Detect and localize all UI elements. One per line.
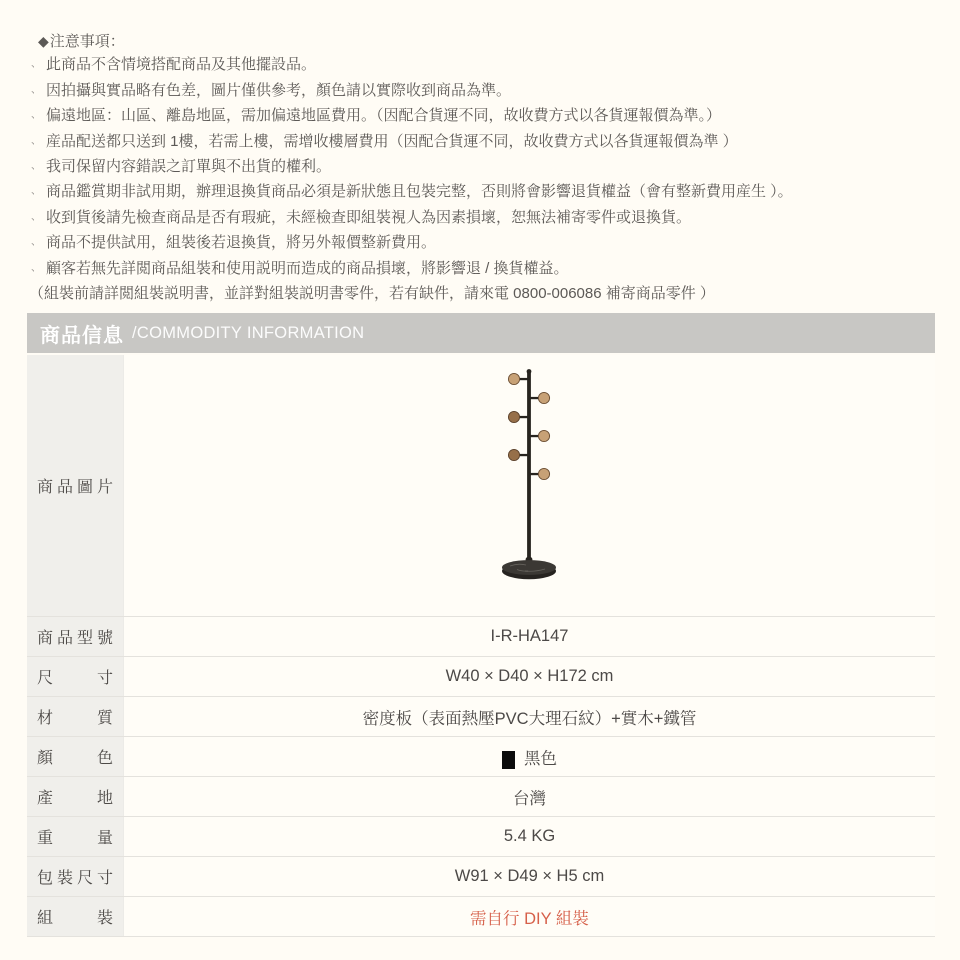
row-label-text: 尺寸 bbox=[37, 670, 113, 687]
notice-text: 收到貨後請先檢查商品是否有瑕疵，未經檢查即組裝視人為因素損壞，恕無法補寄零件或退換貨。 bbox=[46, 208, 692, 226]
row-label bbox=[27, 857, 124, 896]
color-value: 黑色 bbox=[524, 749, 557, 768]
package-size-value: W91 × D49 × H5 cm bbox=[454, 867, 605, 885]
row-label bbox=[27, 817, 124, 856]
table-row-assembly bbox=[27, 897, 935, 937]
weight-value: 5.4 KG bbox=[503, 827, 556, 845]
product-image-cell bbox=[124, 355, 935, 616]
notice-text: 我司保留内容錯誤之訂單與不出貨的權利。 bbox=[46, 158, 332, 176]
table-row-size bbox=[27, 657, 935, 697]
row-label-text: 重量 bbox=[37, 830, 113, 847]
section-title-en: /COMMODITY INFORMATION bbox=[132, 323, 365, 342]
bullet-icon: 、 bbox=[31, 237, 41, 249]
row-value bbox=[124, 737, 935, 776]
table-row-image bbox=[27, 355, 935, 617]
row-label-text: 包裝尺寸 bbox=[37, 870, 113, 887]
row-label bbox=[27, 777, 124, 816]
notice-item bbox=[27, 155, 939, 180]
bullet-icon: 、 bbox=[31, 135, 41, 147]
notice-text: 商品不提供試用，組裝後若退換貨，將另外報價整新費用。 bbox=[46, 234, 437, 252]
row-label bbox=[27, 355, 124, 616]
row-label bbox=[27, 657, 124, 696]
bullet-icon: 、 bbox=[31, 59, 41, 71]
table-row-origin bbox=[27, 777, 935, 817]
notice-item bbox=[27, 53, 939, 78]
table-row-material bbox=[27, 697, 935, 737]
notice-text: 顧客若無先詳閲商品組裝和使用説明而造成的商品損壞，將影響退 / 換貨權益。 bbox=[46, 259, 569, 277]
row-value bbox=[124, 857, 935, 896]
notice-item bbox=[27, 79, 939, 104]
notice-section bbox=[27, 30, 939, 305]
black-color-swatch bbox=[502, 751, 515, 769]
bullet-icon: 、 bbox=[31, 211, 41, 223]
row-label-text: 顏色 bbox=[37, 750, 113, 767]
material-value: 密度板（表面熱壓PVC大理石紋）+實木+鐵管 bbox=[362, 709, 697, 728]
bullet-icon: 、 bbox=[31, 84, 41, 96]
notice-item bbox=[27, 206, 939, 231]
row-label-text: 商品型號 bbox=[37, 630, 113, 647]
row-value bbox=[124, 697, 935, 736]
row-label bbox=[27, 697, 124, 736]
row-label-text: 產地 bbox=[37, 790, 113, 807]
notice-text: 因拍攝與實品略有色差，圖片僅供參考，顏色請以實際收到商品為準。 bbox=[46, 81, 512, 99]
assembly-value: 需自行 DIY 組裝 bbox=[470, 909, 589, 928]
notice-text: 偏遠地區：山區、離島地區，需加偏遠地區費用。（因配合貨運不同，故收費方式以各貨運報價為準。） bbox=[46, 107, 722, 125]
notice-text: 産品配送都只送到 1樓，若需上樓，需增收樓層費用（因配合貨運不同，故收費方式以各貨運報價為準 ） bbox=[46, 132, 738, 150]
commodity-table bbox=[27, 355, 935, 937]
size-value: W40 × D40 × H172 cm bbox=[445, 667, 614, 685]
notice-item bbox=[27, 130, 939, 155]
table-row-model bbox=[27, 617, 935, 657]
notice-title: 注意事項： bbox=[49, 33, 125, 50]
model-number: I-R-HA147 bbox=[490, 627, 569, 645]
origin-value: 台灣 bbox=[513, 789, 546, 808]
row-label bbox=[27, 737, 124, 776]
table-row-package-size bbox=[27, 857, 935, 897]
row-value bbox=[124, 817, 935, 856]
notice-title-row bbox=[27, 30, 939, 53]
table-row-weight bbox=[27, 817, 935, 857]
row-value bbox=[124, 657, 935, 696]
row-value bbox=[124, 617, 935, 656]
product-image-coat-rack bbox=[469, 363, 591, 587]
notice-item bbox=[27, 104, 939, 129]
table-row-color bbox=[27, 737, 935, 777]
row-value bbox=[124, 897, 935, 936]
row-label-text: 組裝 bbox=[37, 910, 113, 927]
bullet-icon: 、 bbox=[31, 110, 41, 122]
notice-item bbox=[27, 231, 939, 256]
notice-item bbox=[27, 257, 939, 282]
bullet-icon: 、 bbox=[31, 161, 41, 173]
notice-footnote: （組裝前請詳閲組裝説明書，並詳對組裝説明書零件，若有缺件，請來電 0800-006086 補寄商品零件 ） bbox=[29, 285, 715, 303]
section-header bbox=[27, 313, 935, 353]
bullet-icon: 、 bbox=[31, 262, 41, 274]
row-label-text: 材質 bbox=[37, 710, 113, 727]
row-label bbox=[27, 617, 124, 656]
diamond-icon: ◆ bbox=[38, 33, 49, 49]
notice-text: 此商品不含情境搭配商品及其他擺設品。 bbox=[46, 56, 317, 74]
notice-item bbox=[27, 180, 939, 205]
row-label bbox=[27, 897, 124, 936]
notice-list bbox=[27, 53, 939, 282]
row-value bbox=[124, 777, 935, 816]
row-label-text: 商品圖片 bbox=[37, 479, 113, 496]
bullet-icon: 、 bbox=[31, 186, 41, 198]
notice-text: 商品鑑賞期非試用期，辦理退換貨商品必須是新狀態且包裝完整，否則將會影響退貨權益（會有整新費用産生 ）。 bbox=[46, 183, 793, 201]
section-title-zh: 商品信息 bbox=[40, 324, 124, 347]
